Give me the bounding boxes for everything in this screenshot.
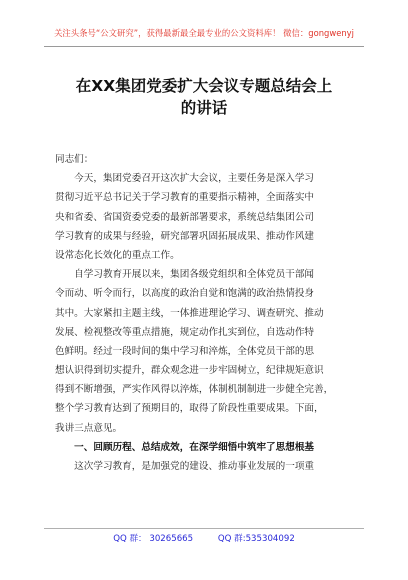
body-line: 得到不断增强，严实作风得以淬炼，体制机制制进一步健全完善， (55, 384, 334, 396)
body-line: 学习教育的成果与经验，研究部署巩固拓展成果、推动作风建 (55, 230, 315, 242)
title-line: 的讲话 (180, 99, 228, 117)
footer-qq-group-1: QQ 群： 30265665 (113, 534, 194, 544)
body-line: 我讲三点意见。 (55, 422, 123, 434)
body-line: 央和省委、省国资委党委的最新部署要求，系统总结集团公司 (55, 211, 315, 223)
body-line: 发展、检视整改等重点措施，规定动作扎实到位，自选动作特 (55, 326, 315, 338)
body-line: 贯彻习近平总书记关于学习教育的重要指示精神，全面落实中 (55, 192, 315, 204)
body-line: 今天，集团党委召开这次扩大会议，主要任务是深入学习 (55, 173, 315, 185)
header-divider (44, 46, 364, 47)
footer-divider (44, 528, 364, 529)
body-line: 整个学习教育达到了预期目的，取得了阶段性重要成果。下面， (55, 403, 324, 415)
document-title (30, 75, 378, 119)
title-line: 在XX集团党委扩大会议专题总结会上 (75, 77, 333, 95)
body-line: 设常态化长效化的重点工作。 (55, 249, 180, 261)
body-line: 自学习教育开展以来，集团各级党组织和全体党员干部闻 (55, 269, 315, 281)
salutation: 同志们： (55, 154, 94, 165)
header-banner: 关注头条号“公文研究”，获得最新最全最专业的公文资料库！ 微信：gongwenyj (54, 28, 354, 38)
section-heading: 一、回顾历程、总结成效，在深学细悟中筑牢了思想根基 (55, 441, 315, 453)
body-line: 令而动、听令而行，以高度的政治自觉和饱满的政治热情投身 (55, 288, 315, 300)
body-line: 这次学习教育，是加强党的建设、推动事业发展的一项重 (55, 461, 315, 472)
footer (0, 532, 408, 544)
body-line: 色鲜明。经过一段时间的集中学习和淬炼，全体党员干部的思 (55, 345, 315, 357)
body-line: 其中。大家紧扣主题主线，一体推进理论学习、调查研究、推动 (55, 307, 324, 319)
body-line: 想认识得到切实提升，群众观念进一步牢固树立，纪律规矩意识 (55, 365, 324, 377)
document-body (55, 150, 361, 476)
footer-qq-group-2: QQ 群:535304092 (217, 534, 295, 544)
